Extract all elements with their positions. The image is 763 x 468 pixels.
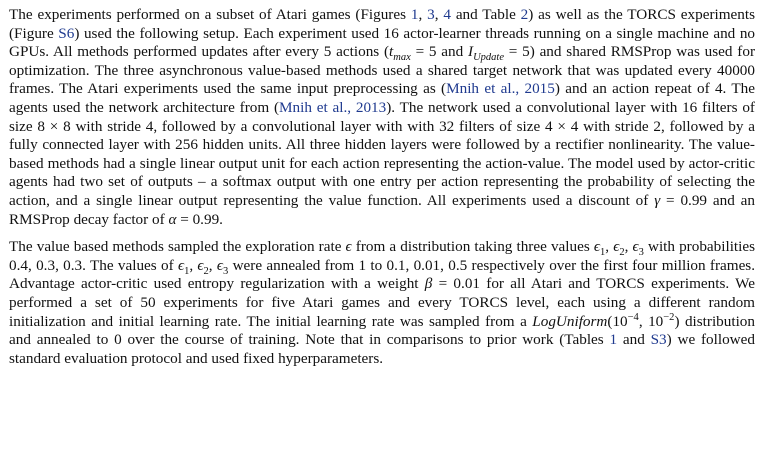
cross-reference-link[interactable]: Mnih et al., 2015 bbox=[446, 80, 555, 98]
math-subscript: 3 bbox=[638, 247, 644, 259]
text-run: ) and an action repeat of 4. The agents used the network architecture from ( bbox=[9, 80, 756, 116]
text-run: = 0.99 and an RMSProp decay factor of bbox=[9, 191, 755, 228]
text-run: and bbox=[617, 331, 651, 349]
math-superscript: −2 bbox=[663, 311, 675, 323]
text-run: ) used the following setup. Each experiment used 16 actor-learner threads running on a single machine and no GPUs. All methods performed updates after every 5 actions ( bbox=[9, 24, 756, 61]
math-subscript: max bbox=[393, 52, 411, 64]
math-symbol: LogUniform bbox=[532, 312, 608, 330]
text-run: and Table bbox=[450, 6, 521, 23]
math-subscript: 1 bbox=[600, 247, 606, 259]
text-run: ). The network used a convolutional layer with 16 filters of size 8 × 8 with stride 4, followed by a convolutional layer with with 32 filters of size 4 × 4 with stride 2, followed by a fully connected layer with 256 hidden units. All three hidden layers were followed by a rectifier nonlinearity. The value-based methods had a single linear output unit for each action representing the action-value. The model used by actor-critic agents had two set of outputs – a softmax output with one entry per action representing the probability of selecting the action, and a single linear output representing the value function. All experiments used a discount of bbox=[9, 98, 755, 209]
math-subscript: 2 bbox=[203, 265, 209, 277]
text-run: ) distribution and annealed to 0 over the course of training. Note that in comparisons to prior work (Tables bbox=[9, 312, 755, 349]
text-run: = 5) and shared RMSProp was used for optimization. The three asynchronous value-based methods used a shared target network that was updated every 40000 frames. The Atari experiments used the same input preprocessing as ( bbox=[9, 43, 755, 98]
math-symbol: ϵ bbox=[177, 256, 185, 274]
paragraph-setup bbox=[9, 6, 755, 229]
math-subscript: 1 bbox=[184, 265, 190, 277]
text-run: ) as well as the TORCS experiments (Figure bbox=[9, 6, 756, 42]
text-run: , bbox=[434, 6, 444, 23]
math-symbol: ϵ bbox=[197, 256, 204, 274]
math-symbol: ϵ bbox=[345, 238, 352, 256]
text-run: , bbox=[418, 6, 428, 23]
cross-reference-link[interactable]: 2 bbox=[520, 6, 529, 23]
math-symbol: t bbox=[389, 43, 394, 61]
math-symbol: β bbox=[424, 275, 433, 293]
text-run: , bbox=[189, 256, 198, 274]
math-symbol: α bbox=[168, 210, 177, 228]
text-run: = 0.99. bbox=[176, 210, 223, 228]
cross-reference-link[interactable]: 1 bbox=[609, 331, 618, 349]
math-superscript: −4 bbox=[627, 311, 639, 323]
math-symbol: ϵ bbox=[593, 238, 601, 256]
math-subscript: 2 bbox=[619, 247, 625, 259]
text-run: , bbox=[605, 238, 614, 256]
text-run: , bbox=[208, 256, 217, 274]
cross-reference-link[interactable]: S6 bbox=[58, 24, 75, 42]
text-run: The value based methods sampled the exploration rate bbox=[9, 238, 346, 256]
text-run: , bbox=[624, 238, 633, 256]
math-symbol: ϵ bbox=[632, 238, 639, 256]
paragraph-exploration bbox=[9, 238, 755, 368]
text-run: (10 bbox=[607, 312, 628, 330]
math-subscript: 3 bbox=[223, 265, 229, 277]
cross-reference-link[interactable]: Mnih et al., 2013 bbox=[279, 98, 387, 116]
text-run: , 10 bbox=[638, 312, 664, 330]
text-run: ) we followed standard evaluation protocol and used fixed hyperparameters. bbox=[9, 331, 755, 367]
text-run: with probabilities 0.4, 0.3, 0.3. The values of bbox=[9, 238, 756, 274]
math-symbol: ϵ bbox=[216, 256, 224, 274]
math-symbol: γ bbox=[654, 191, 661, 209]
text-run: = 5 and bbox=[410, 43, 469, 61]
cross-reference-link[interactable]: 4 bbox=[443, 6, 451, 23]
cross-reference-link[interactable]: S3 bbox=[650, 331, 667, 349]
cross-reference-link[interactable]: 3 bbox=[427, 6, 435, 23]
cross-reference-link[interactable]: 1 bbox=[410, 6, 419, 23]
text-run: were annealed from 1 to 0.1, 0.01, 0.5 respectively over the first four million frames. Advantage actor-critic used entropy regularization with a weight bbox=[9, 256, 756, 293]
math-symbol: I bbox=[468, 43, 474, 61]
text-run: The experiments performed on a subset of Atari games (Figures bbox=[9, 6, 411, 23]
math-symbol: ϵ bbox=[613, 238, 620, 256]
text-run: from a distribution taking three values bbox=[351, 238, 594, 256]
math-subscript: Update bbox=[473, 52, 504, 64]
text-run: = 0.01 for all Atari and TORCS experiments. We performed a set of 50 experiments for five Atari games and every TORCS level, each using a different random initialization and initial learning rate. The initial learning rate was sampled from a bbox=[9, 275, 755, 330]
